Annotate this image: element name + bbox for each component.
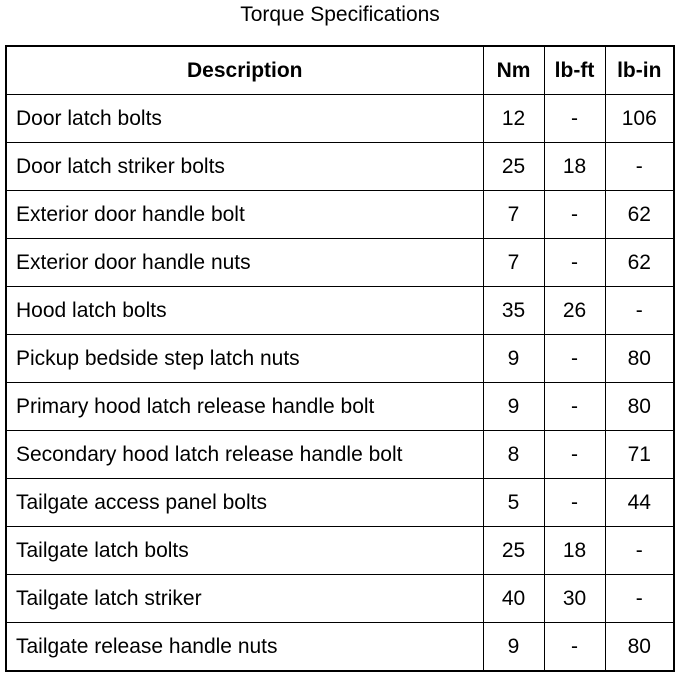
cell-lb-ft: -: [544, 335, 605, 383]
header-nm: Nm: [483, 46, 544, 95]
cell-lb-ft: 26: [544, 287, 605, 335]
cell-lb-in: 71: [605, 431, 674, 479]
cell-description: Tailgate latch striker: [6, 575, 483, 623]
cell-description: Tailgate latch bolts: [6, 527, 483, 575]
cell-lb-in: -: [605, 575, 674, 623]
header-row: [6, 46, 674, 95]
cell-description: Exterior door handle nuts: [6, 239, 483, 287]
cell-lb-in: 62: [605, 239, 674, 287]
cell-lb-ft: -: [544, 431, 605, 479]
cell-description: Secondary hood latch release handle bolt: [6, 431, 483, 479]
cell-lb-ft: -: [544, 95, 605, 143]
cell-nm: 7: [483, 239, 544, 287]
cell-description: Primary hood latch release handle bolt: [6, 383, 483, 431]
cell-lb-ft: 18: [544, 143, 605, 191]
table-body: [6, 95, 674, 672]
table-row: [6, 143, 674, 191]
cell-lb-in: -: [605, 287, 674, 335]
cell-nm: 5: [483, 479, 544, 527]
cell-lb-ft: -: [544, 623, 605, 672]
cell-lb-ft: -: [544, 383, 605, 431]
table-row: [6, 335, 674, 383]
page-title: Torque Specifications: [240, 3, 440, 26]
table-row: [6, 95, 674, 143]
cell-description: Exterior door handle bolt: [6, 191, 483, 239]
table-row: [6, 431, 674, 479]
cell-lb-ft: 30: [544, 575, 605, 623]
cell-lb-ft: 18: [544, 527, 605, 575]
table-row: [6, 383, 674, 431]
table-row: [6, 575, 674, 623]
header-description: Description: [6, 46, 483, 95]
cell-lb-ft: -: [544, 239, 605, 287]
table-row: [6, 623, 674, 672]
cell-lb-in: 80: [605, 383, 674, 431]
cell-nm: 9: [483, 623, 544, 672]
cell-nm: 7: [483, 191, 544, 239]
cell-description: Tailgate release handle nuts: [6, 623, 483, 672]
table-row: [6, 479, 674, 527]
table-row: [6, 239, 674, 287]
cell-lb-in: 62: [605, 191, 674, 239]
cell-lb-in: 106: [605, 95, 674, 143]
cell-nm: 25: [483, 527, 544, 575]
cell-nm: 9: [483, 335, 544, 383]
cell-nm: 9: [483, 383, 544, 431]
cell-nm: 12: [483, 95, 544, 143]
cell-description: Door latch striker bolts: [6, 143, 483, 191]
cell-lb-in: -: [605, 527, 674, 575]
cell-nm: 8: [483, 431, 544, 479]
header-lb-in: lb-in: [605, 46, 674, 95]
cell-description: Tailgate access panel bolts: [6, 479, 483, 527]
cell-lb-ft: -: [544, 191, 605, 239]
table-row: [6, 527, 674, 575]
cell-lb-in: 44: [605, 479, 674, 527]
cell-lb-in: -: [605, 143, 674, 191]
header-lb-ft: lb-ft: [544, 46, 605, 95]
cell-nm: 35: [483, 287, 544, 335]
table-row: [6, 191, 674, 239]
cell-description: Door latch bolts: [6, 95, 483, 143]
cell-lb-in: 80: [605, 623, 674, 672]
table-header: [6, 46, 674, 95]
cell-description: Hood latch bolts: [6, 287, 483, 335]
table-row: [6, 287, 674, 335]
cell-description: Pickup bedside step latch nuts: [6, 335, 483, 383]
cell-lb-in: 80: [605, 335, 674, 383]
cell-nm: 40: [483, 575, 544, 623]
torque-spec-table: [5, 45, 675, 672]
cell-lb-ft: -: [544, 479, 605, 527]
cell-nm: 25: [483, 143, 544, 191]
